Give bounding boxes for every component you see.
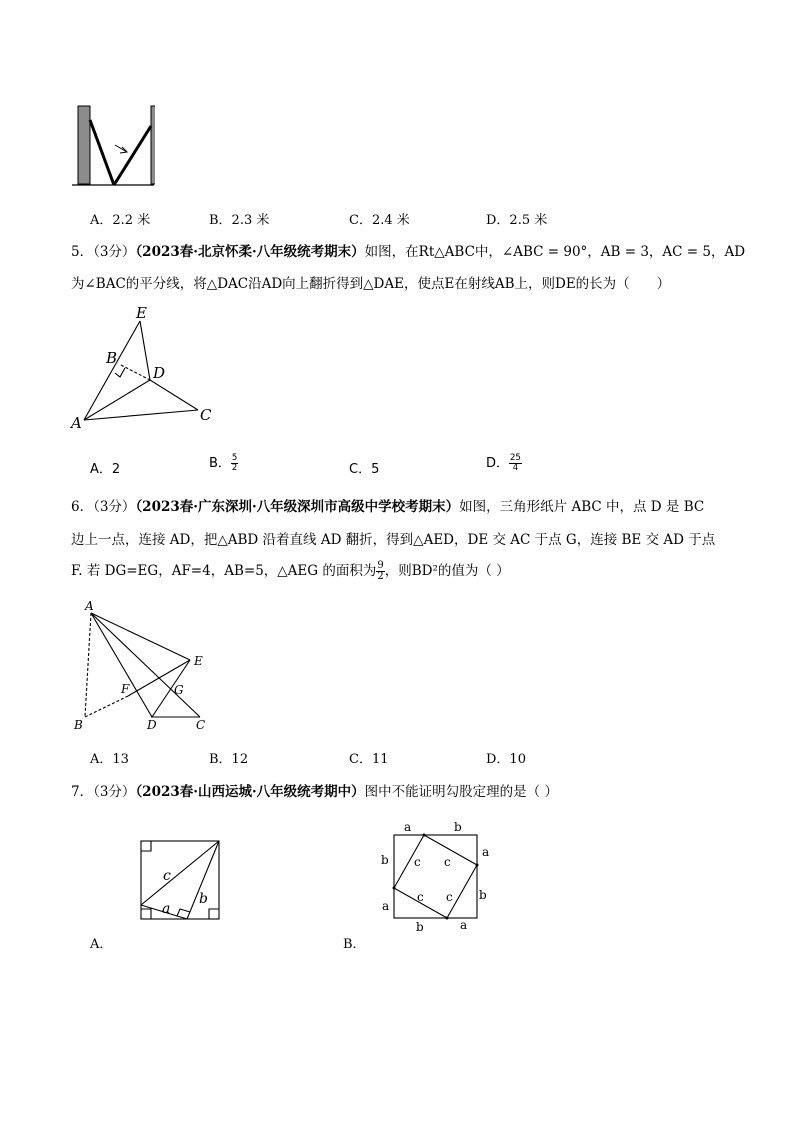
q5-option-d-numerator: 25 <box>510 453 521 463</box>
q7-option-b[interactable]: B． <box>343 937 366 952</box>
q5-option-b-denominator: 2 <box>231 463 238 473</box>
q6-stem-line2: 边上一点，连接 AD，把△ABD 沿着直线 AD 翻折，得到△AED，DE 交 AC 于点 G，连接 BE 交 AD 于点 <box>71 532 716 548</box>
q5-option-b-numerator: 5 <box>231 453 238 463</box>
q6-area-fraction <box>376 561 384 582</box>
q5-triangle-figure <box>68 300 228 435</box>
q5-option-d-prefix: D． <box>486 456 510 471</box>
q4-ladder-figure <box>70 100 155 190</box>
q5-option-b-prefix: B． <box>209 456 231 471</box>
q6-label-f: F <box>121 682 130 696</box>
q4-option-d[interactable]: D．2.5 米 <box>486 213 548 228</box>
q6-score: （3分） <box>93 499 136 515</box>
q5-stem-line1 <box>71 240 745 260</box>
q6-option-b[interactable]: B．12 <box>209 752 249 767</box>
q5-line1: 如图，在Rt△ABC中，∠ABC = 90°，AB = 3，AC = 5，AD <box>364 244 746 260</box>
q7b-label-bottom-a: a <box>460 918 468 932</box>
q5-option-d-denominator: 4 <box>512 463 519 473</box>
q7b-label-top-a: a <box>404 820 412 834</box>
q7-number: 7． <box>71 784 94 800</box>
q4-option-b[interactable]: B．2.3 米 <box>209 213 270 228</box>
q7a-label-b: b <box>199 891 208 907</box>
q4-option-a[interactable]: A．2.2 米 <box>90 213 151 228</box>
q7b-label-right-a: a <box>482 845 490 859</box>
q7b-label-top-b: b <box>454 820 462 834</box>
q5-option-a[interactable]: A．2 <box>90 462 121 477</box>
q7-stem-text: 图中不能证明勾股定理的是（ ） <box>364 784 558 800</box>
q7b-label-bottom-b: b <box>416 920 424 934</box>
q7-figure-a <box>135 835 230 925</box>
q6-source: （2023春·广东深圳·八年级深圳市高级中学校考期末） <box>135 499 460 515</box>
q5-label-c: C <box>200 406 212 424</box>
q5-source: （2023春·北京怀柔·八年级统考期末） <box>135 244 365 260</box>
q7-source: （2023春·山西运城·八年级统考期中） <box>135 784 365 800</box>
q5-label-d: D <box>153 364 166 382</box>
q5-option-d-fraction <box>509 454 522 473</box>
q6-fraction-denominator: 2 <box>377 571 384 582</box>
q5-label-b: B <box>106 349 118 367</box>
q6-option-c[interactable]: C．11 <box>349 752 389 767</box>
q6-line1: 如图，三角形纸片 ABC 中，点 D 是 BC <box>459 499 705 515</box>
q7b-label-c4: c <box>446 890 453 904</box>
q5-option-b[interactable] <box>209 452 238 473</box>
q7b-label-left-b: b <box>381 853 389 867</box>
q5-label-a: A <box>71 414 82 432</box>
q7-figure-b <box>374 815 494 940</box>
q7b-label-c3: c <box>417 890 424 904</box>
q7b-label-left-a: a <box>382 899 390 913</box>
q6-line3-post: ，则BD²的值为（ ） <box>384 563 510 579</box>
q7-score: （3分） <box>93 784 136 800</box>
q6-line3-pre: F. 若 DG=EG，AF=4，AB=5，△AEG 的面积为 <box>71 563 377 579</box>
q6-label-d: D <box>147 718 157 732</box>
q6-stem-line1 <box>71 495 704 515</box>
q5-score: （3分） <box>93 244 136 260</box>
q7a-label-a: a <box>162 901 171 917</box>
q7b-label-c1: c <box>414 855 421 869</box>
q7a-label-c: c <box>163 868 171 884</box>
q7-option-a[interactable]: A． <box>90 937 113 952</box>
q6-label-g: G <box>174 683 184 697</box>
q6-option-d[interactable]: D．10 <box>486 752 526 767</box>
q5-label-e: E <box>136 304 147 322</box>
q5-number: 5． <box>71 244 94 260</box>
q4-option-c[interactable]: C．2.4 米 <box>349 213 410 228</box>
q7-stem <box>71 780 558 800</box>
q6-label-c: C <box>196 718 206 732</box>
q6-stem-line3 <box>71 559 510 582</box>
q7b-label-c2: c <box>444 855 451 869</box>
q6-option-a[interactable]: A．13 <box>90 752 129 767</box>
q6-triangle-figure <box>68 595 218 735</box>
q7b-label-right-b: b <box>479 888 487 902</box>
q6-label-b: B <box>74 718 83 732</box>
q6-label-e: E <box>194 654 203 668</box>
q6-fraction-numerator: 9 <box>377 560 384 571</box>
q5-option-c[interactable]: C．5 <box>349 462 380 477</box>
q5-option-b-fraction <box>231 454 238 473</box>
q5-stem-line2: 为∠BAC的平分线，将△DAC沿AD向上翻折得到△DAE，使点E在射线AB上，则DE的长为（ ） <box>71 276 671 292</box>
q6-number: 6． <box>71 499 94 515</box>
q6-label-a: A <box>85 599 94 613</box>
q5-option-d[interactable] <box>486 452 522 473</box>
